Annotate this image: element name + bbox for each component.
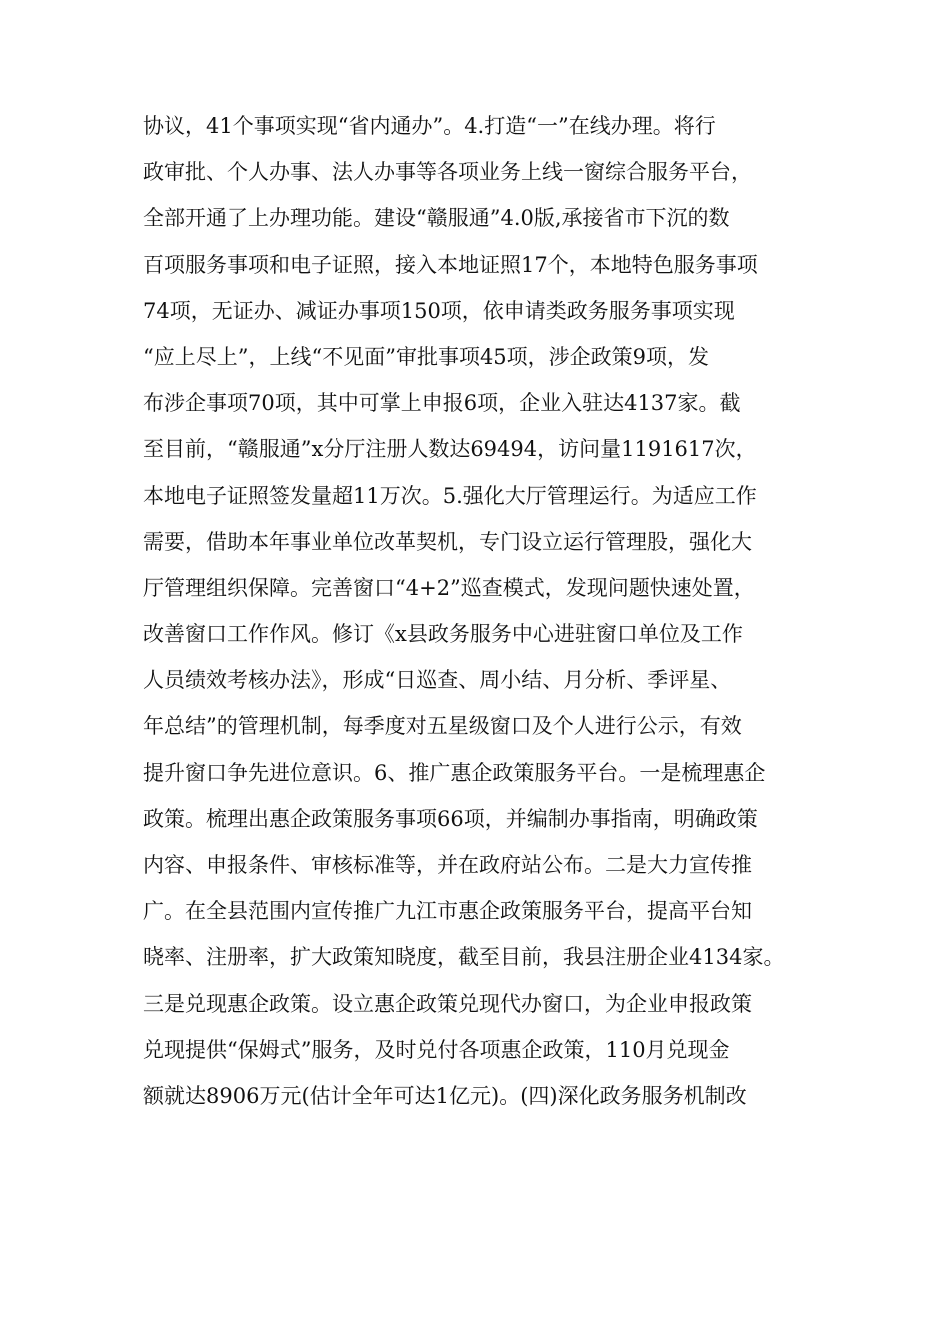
text-line: 全部开通了上办理功能。建设“赣服通”4.0版,承接省市下沉的数 [143,206,730,231]
text-line: 兑现提供“保姆式”服务，及时兑付各项惠企政策，110月兑现金 [143,1037,730,1062]
text-line: 政审批、个人办事、法人办事等各项业务上线一窗综合服务平台， [143,160,752,185]
text-line: 本地电子证照签发量超11万次。5.强化大厅管理运行。为适应工作 [143,483,757,508]
text-line: 改善窗口工作作风。修订《x县政务服务中心进驻窗口单位及工作 [143,622,743,647]
text-line: 74项，无证办、减证办事项150项，依申请类政务服务事项实现 [143,298,735,323]
text-line: 厅管理组织保障。完善窗口“4+2”巡查模式，发现问题快速处置， [143,575,755,600]
text-line: 额就达8906万元(估计全年可达1亿元)。(四)深化政务服务机制改 [143,1083,747,1108]
text-line: 广。在全县范围内宣传推广九江市惠企政策服务平台，提高平台知 [143,899,752,924]
body-text [143,103,823,1119]
text-line: 需要，借助本年事业单位改革契机，专门设立运行管理股，强化大 [143,529,752,554]
text-line: 至目前，“赣服通”x分厅注册人数达69494，访问量1191617次， [143,437,757,462]
text-line: 晓率、注册率，扩大政策知晓度，截至目前，我县注册企业4134家。 [143,945,785,970]
text-line: 政策。梳理出惠企政策服务事项66项，并编制办事指南，明确政策 [143,806,758,831]
text-line: “应上尽上”，上线“不见面”审批事项45项，涉企政策9项，发 [143,344,710,369]
text-line: 提升窗口争先进位意识。6、推广惠企政策服务平台。一是梳理惠企 [143,760,766,785]
text-line: 年总结”的管理机制，每季度对五星级窗口及个人进行公示，有效 [143,714,742,739]
text-line: 布涉企事项70项，其中可掌上申报6项，企业入驻达4137家。截 [143,391,741,416]
text-line: 百项服务事项和电子证照，接入本地证照17个，本地特色服务事项 [143,252,758,277]
text-line: 内容、申报条件、审核标准等，并在政府站公布。二是大力宣传推 [143,853,752,877]
text-line: 三是兑现惠企政策。设立惠企政策兑现代办窗口，为企业申报政策 [143,991,752,1016]
text-line: 人员绩效考核办法》，形成“日巡查、周小结、月分析、季评星、 [143,668,732,693]
text-line: 协议，41个事项实现“省内通办”。4.打造“一”在线办理。将行 [143,114,716,138]
